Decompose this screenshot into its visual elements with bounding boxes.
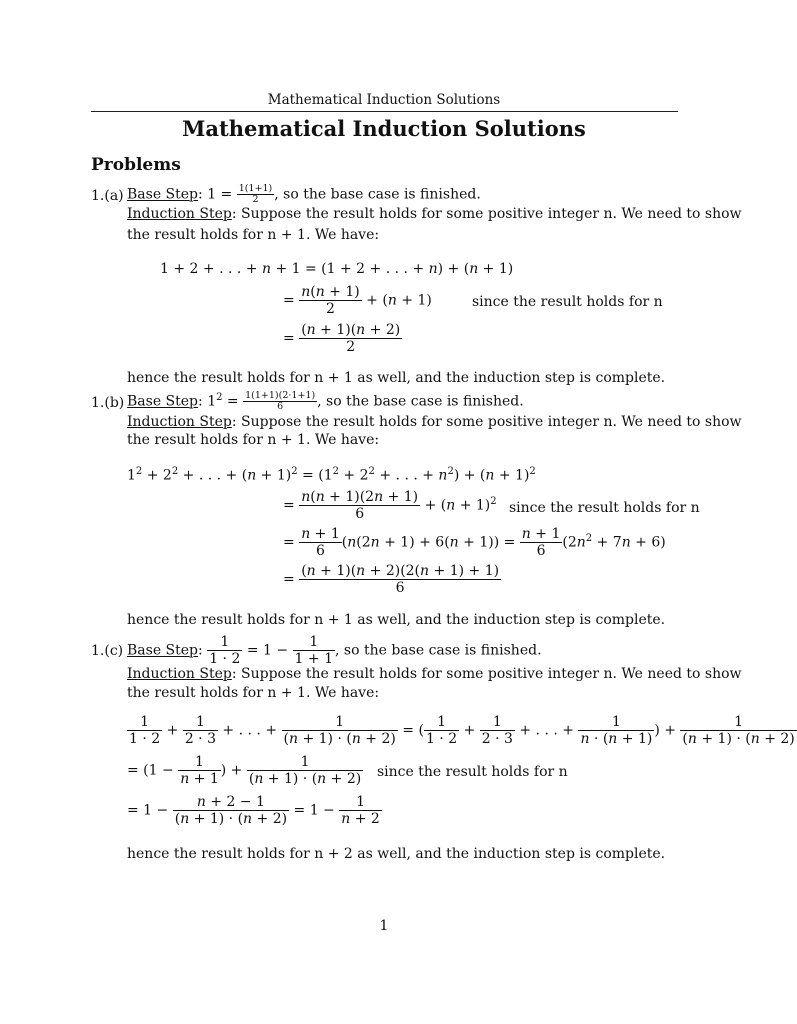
base-step-1a: Base Step: 1 = $\frac{1(1+1)}{2}$ , so the base case is finished.: [127, 183, 481, 205]
equation-line: $\frac{1}{1 \cdot 2}$ + $\frac{1}{2 \cdot 3}$ + . . . + $\frac{1}{(n + 1) \cdot (n + 2)}$ = ( $\frac{1}{1 \cdot 2}$ + $\frac{1}{2 \cdot 3}$ + . . . + $\frac{1}{n \cdot (n + 1)}$ ) + $\frac{1}{(n + 1) \cdot (n + 2)}$: [129, 714, 795, 747]
equation-line: = $\frac{n + 1}{6}$ (n(2n + 1) + 6(n + 1)) = $\frac{n + 1}{6}$ $(2n^2 + 7n + 6)$: [283, 526, 666, 559]
fraction: $\frac{n + 1}{6}$: [521, 526, 561, 559]
base-step-label: Base Step: [127, 393, 199, 410]
fraction: $\frac{1}{n + 1}$: [180, 754, 219, 787]
problem-number-1b: 1.(b): [91, 395, 125, 411]
base-step-1c: Base Step: $\frac{1}{1 \cdot 2}$ = 1 − $\frac{1}{1 + 1}$ , so the base case is finished.: [127, 634, 542, 667]
conclusion-1c: hence the result holds for n + 2 as well, and the induction step is complete.: [127, 846, 666, 862]
conclusion-1b: hence the result holds for n + 1 as well, and the induction step is complete.: [127, 612, 666, 628]
base-finished-text: , so the base case is finished.: [274, 186, 481, 203]
base-step-label: Base Step: [127, 642, 199, 659]
conclusion-1a: hence the result holds for n + 1 as well, and the induction step is complete.: [127, 370, 666, 386]
fraction: $\frac{n(n + 1)(2n + 1)}{6}$: [301, 489, 419, 522]
induction-text-2: the result holds for n + 1. We have:: [127, 227, 380, 243]
induction-step-label: Induction Step: [127, 666, 232, 682]
fraction: $\frac{1(1+1)(2\cdot 1+1)}{6}$: [245, 390, 316, 412]
induction-step-label: Induction Step: [127, 414, 232, 430]
base-finished-text: , so the base case is finished.: [317, 393, 524, 410]
base-finished-text: , so the base case is finished.: [335, 642, 542, 659]
fraction: $\frac{1}{1 + 1}$: [294, 634, 333, 667]
since-note: since the result holds for n: [509, 500, 700, 516]
induction-text: Suppose the result holds for some positive integer n. We need to show: [241, 666, 742, 682]
fraction: $\frac{1}{1 \cdot 2}$: [425, 714, 458, 747]
fraction: $\frac{1}{n \cdot (n + 1)}$: [580, 714, 653, 747]
base-step-label: Base Step: [127, 186, 199, 203]
induction-text: Suppose the result holds for some positive integer n. We need to show: [241, 414, 742, 430]
fraction: $\frac{1}{1 \cdot 2}$: [129, 714, 161, 747]
fraction: $\frac{(n + 1)(n + 2)(2(n + 1) + 1)}{6}$: [301, 563, 500, 596]
problem-number-1a: 1.(a): [91, 188, 124, 204]
induction-step-1c: Induction Step: Suppose the result holds for some positive integer n. We need to show: [127, 666, 742, 682]
equation-line: 1 + 2 + . . . + n + 1 = (1 + 2 + . . . + n) + (n + 1): [160, 261, 514, 277]
induction-text-2: the result holds for n + 1. We have:: [127, 685, 380, 701]
fraction: $\frac{1}{1 \cdot 2}$: [209, 634, 241, 667]
fraction: $\frac{1(1+1)}{2}$: [238, 183, 273, 205]
section-heading: Problems: [91, 155, 181, 175]
since-note: since the result holds for n: [472, 294, 663, 310]
page-title: Mathematical Induction Solutions: [182, 116, 586, 141]
equation-line: = $\frac{n(n + 1)(2n + 1)}{6}$ + $(n + 1)^2$: [283, 489, 497, 522]
fraction: $\frac{1}{n + 2}$: [341, 794, 380, 827]
page-number: 1: [379, 918, 389, 934]
fraction: $\frac{(n + 1)(n + 2)}{2}$: [301, 322, 401, 355]
equation-line: = $\frac{(n + 1)(n + 2)}{2}$: [283, 322, 401, 355]
fraction: $\frac{1}{(n + 1) \cdot (n + 2)}$: [682, 714, 795, 747]
equation-line: = (1 − $\frac{1}{n + 1}$ ) + $\frac{1}{(n + 1) \cdot (n + 2)}$: [127, 754, 362, 787]
fraction: $\frac{n + 2 - 1}{(n + 1) \cdot (n + 2)}$: [174, 794, 288, 827]
induction-step-1b: Induction Step: Suppose the result holds for some positive integer n. We need to show: [127, 414, 742, 430]
fraction: $\frac{1}{(n + 1) \cdot (n + 2)}$: [283, 714, 396, 747]
equation-line: = $\frac{(n + 1)(n + 2)(2(n + 1) + 1)}{6}$: [283, 563, 500, 596]
fraction: $\frac{1}{2 \cdot 3}$: [481, 714, 513, 747]
equation-line: = 1 − $\frac{n + 2 - 1}{(n + 1) \cdot (n + 2)}$ = 1 − $\frac{1}{n + 2}$: [127, 794, 380, 827]
since-note: since the result holds for n: [377, 764, 568, 780]
running-header: Mathematical Induction Solutions: [267, 92, 501, 108]
induction-text: Suppose the result holds for some positive integer n. We need to show: [241, 206, 742, 222]
equation-line: = $\frac{n(n + 1)}{2}$ + (n + 1): [283, 284, 432, 317]
base-step-1b: Base Step: $1^2$ = $\frac{1(1+1)(2\cdot 1+1)}{6}$ , so the base case is finished.: [127, 390, 524, 412]
induction-text-2: the result holds for n + 1. We have:: [127, 432, 380, 448]
fraction: $\frac{1}{(n + 1) \cdot (n + 2)}$: [248, 754, 362, 787]
fraction: $\frac{n + 1}{6}$: [301, 526, 340, 559]
problem-number-1c: 1.(c): [91, 643, 124, 659]
induction-step-label: Induction Step: [127, 206, 232, 222]
induction-step-1a: Induction Step: Suppose the result holds for some positive integer n. We need to show: [127, 206, 742, 222]
fraction: $\frac{n(n + 1)}{2}$: [301, 284, 360, 317]
equation-line: $1^2 + 2^2$ + . . . + $(n + 1)^2 = (1^2 + 2^2$ + . . . + $n^2) + (n + 1)^2$: [127, 466, 536, 484]
fraction: $\frac{1}{2 \cdot 3}$: [184, 714, 216, 747]
header-rule: [91, 111, 678, 112]
